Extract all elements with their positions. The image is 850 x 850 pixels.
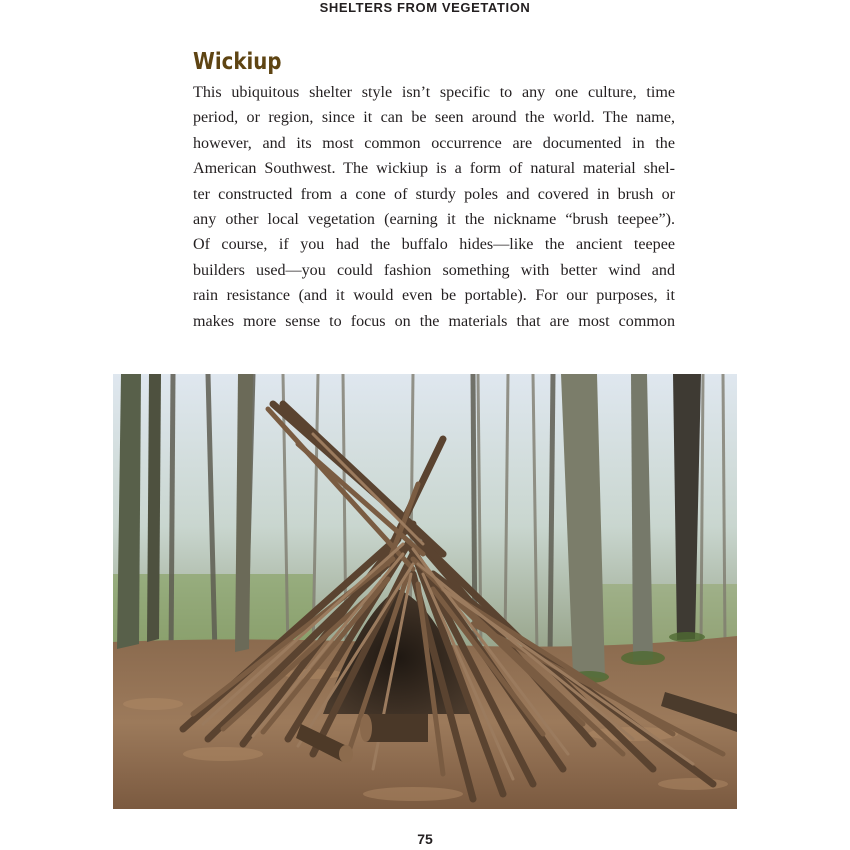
paragraph-line: Of course, if you had the buffalo hides—like the ancient teepee [193, 236, 675, 254]
cut-log [360, 714, 428, 742]
paragraph-line: however, and its most common occurrence are documented in the [193, 134, 675, 152]
wickiup-photo [113, 374, 737, 809]
running-head: SHELTERS FROM VEGETATION [319, 0, 531, 15]
section-heading: Wickiup [193, 49, 282, 75]
body-paragraph [193, 80, 675, 334]
page-number: 75 [417, 831, 433, 847]
paragraph-line: American Southwest. The wickiup is a form of natural material shel- [193, 160, 675, 178]
paragraph-line: any other local vegetation (earning it the nickname “brush teepee”). [193, 211, 675, 229]
paragraph-line: This ubiquitous shelter style isn’t specific to any one culture, time [193, 84, 675, 101]
paragraph-line: rain resistance (and it would even be portable). For our purposes, it [193, 287, 675, 305]
paragraph-line: ter constructed from a cone of sturdy poles and covered in brush or [193, 185, 675, 203]
tree-trunk [117, 374, 141, 649]
paragraph-line: period, or region, since it can be seen around the world. The name, [193, 109, 675, 127]
paragraph-line: builders used—you could fashion something with better wind and [193, 261, 675, 279]
paragraph-line: makes more sense to focus on the materials that are most common [193, 312, 675, 330]
